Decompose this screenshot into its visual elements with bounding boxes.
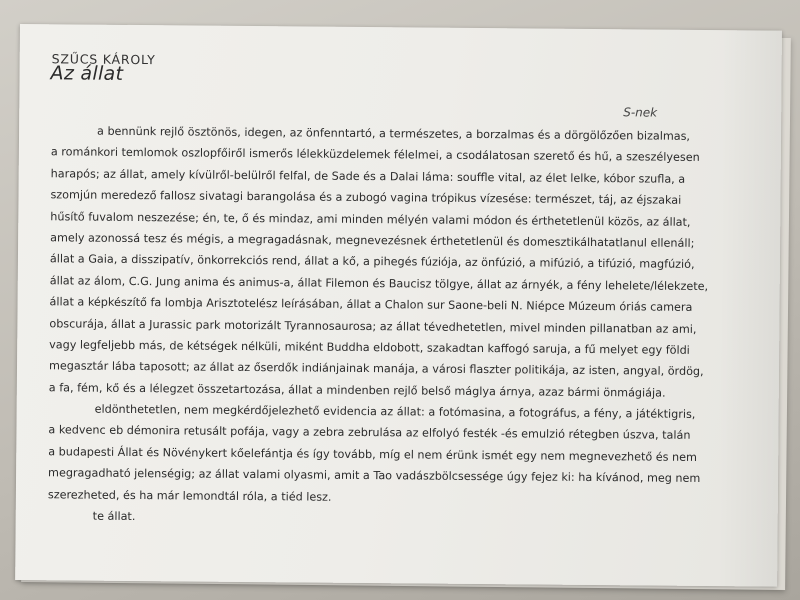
- text-line: a románkori temlomok oszlopfőiről ismerős lélekküzdelemek félelmei, a csodálatosan szerető és hű, a szeszélyesen: [50, 145, 700, 165]
- poem-body: [47, 120, 709, 532]
- text-line: hűsítő fuvalom neszezése; én, te, ő és mindaz, ami minden mélyén valami módon és érthetetlenül közös, az állat,: [50, 209, 691, 229]
- text-line: a budapesti Állat és Növénykert kőelefántja és így tovább, míg el nem érünk ismét egy nem megnevezhető és nem: [48, 445, 697, 464]
- dedication: S-nek: [623, 105, 658, 120]
- text-line: állat a képkészítő fa lombja Arisztotelész leírásában, állat a Chalon sur Saone-beli N. Niépce Múzeum óriás camera: [49, 295, 693, 315]
- poem-title: Az állat: [50, 62, 124, 85]
- text-line: a kedvenc eb démonira retusált pofája, vagy a zebra zebrulása az elfolyó festék -és emulzió rétegben úszva, talán: [48, 423, 691, 443]
- text-line: vagy legfeljebb más, de kétségek nélküli, miként Buddha eldobott, szakadtan kaffogó saruja, a fű melyet egy földi: [49, 338, 690, 357]
- text-line: állat az álom, C.G. Jung anima és animus-a, állat Filemon és Baucisz tölgye, állat az árnyék, a fény lehelete/lélekzete,: [49, 274, 709, 293]
- text-line: a bennünk rejlő ösztönös, idegen, az önfenntartó, a természetes, a borzalmas és a dörgölőzően bizalmas,: [97, 124, 691, 143]
- book-page: [15, 24, 782, 587]
- text-line: obscurája, állat a Jurassic park motorizált Tyrannosaurosa; az állat tévedhetetlen, mivel minden pillanatban az ami,: [49, 316, 697, 336]
- text-line: eldönthetetlen, nem megkérdőjelezhető evidencia az állat: a fotómasina, a fotográfus, a fény, a játéktigris,: [94, 402, 696, 421]
- text-line: te állat.: [92, 509, 136, 524]
- text-line: szomjún meredező fallosz sivatagi barangolása és a zubogó vagina trópikus vízesése: természet, táj, az éjszakai: [50, 188, 682, 207]
- text-line: állat a Gaia, a disszipatív, önkorrekciós rend, állat a kő, a pihegés fúziója, az önfúzió, a mifúzió, a tifúzió, magfúzió,: [49, 252, 695, 272]
- page-edge-shadow: [717, 30, 782, 587]
- text-line: amely azonossá tesz és mégis, a megragadásnak, megnevezésnek érthetetlenül és domesztikálhatatlanul ellenáll;: [50, 231, 695, 250]
- text-line: a fa, fém, kő és a lélegzet összetartozása, állat a mindenben rejlő belső máglya árnya, azaz bármi önmágiája.: [48, 380, 666, 400]
- text-line: szerezheted, és ha már lemondtál róla, a tiéd lesz.: [47, 487, 332, 504]
- author-name: SZŰCS KÁROLY: [51, 51, 156, 68]
- text-line: megragadható jelenségig; az állat valami olyasmi, amit a Tao vadászbölcsessége úgy fejez ki: ha kívánod, meg nem: [48, 466, 701, 486]
- text-line: harapós; az állat, amely kívülről-belülről felfal, de Sade és a Dalai láma: souffle vital, az élet lelke, kóbor szufla, a: [50, 167, 686, 186]
- text-line: megasztár lába taposott; az állat az őserdők indiánjainak manája, a városi flaszter politikája, az isten, angyal, ördög,: [48, 359, 704, 379]
